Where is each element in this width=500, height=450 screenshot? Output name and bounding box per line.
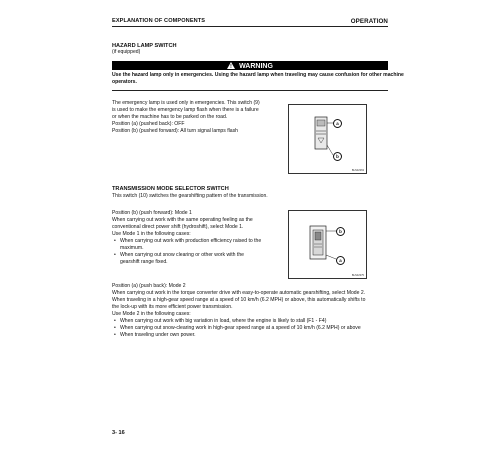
mode2-bullet-2: When carrying out snow-clearing work in high-gear speed range at a speed of 10 km/h (6.2 MPH) or above [120,325,361,331]
warning-label: WARNING [239,63,273,70]
hazard-section-subtitle: (if equipped) [112,49,141,55]
mode1-line-2: When carrying out work with the same operating feeling as the [112,217,253,223]
transmission-figure-code: BLS02375 [351,274,364,277]
mode2-line-2: When carrying out work in the torque converter drive with easy-to-operate automatic gearshifting, select Mode 2. [112,290,366,296]
mode1-bullet-marker-1: • [114,238,116,244]
page-number: 3- 16 [112,430,125,436]
mode1-bullet-2-line-2: gearshift range fixed. [120,259,168,265]
transmission-callout-a: a [336,256,345,265]
transmission-section-title: TRANSMISSION MODE SELECTOR SWITCH [112,186,229,192]
mode2-bullet-marker-1: • [114,318,116,324]
mode2-line-4: the lock-up with its more efficient power transmission. [112,304,233,310]
running-header-chapter: OPERATION [350,18,388,25]
hazard-body-line-1: The emergency lamp is used only in emergencies. This switch (9) [112,100,260,106]
mode2-line-5: Use Mode 2 in the following cases: [112,311,191,317]
mode2-bullet-marker-2: • [114,325,116,331]
warning-banner [112,61,388,70]
transmission-intro: This switch (10) switches the gearshifting pattern of the transmission. [112,193,268,199]
running-header-section: EXPLANATION OF COMPONENTS [112,18,206,24]
mode2-line-3: When traveling in a high-gear speed range at a speed of 10 km/h (6.2 MPH) or above, this automatically shifts to [112,297,366,303]
mode1-bullet-1-line-1: When carrying out work with production efficiency raised to the [120,238,262,244]
mode2-bullet-1: When carrying out work with big variation in load, where the engine is likely to stall (F1 - F4) [120,318,327,324]
transmission-switch-illustration [289,211,366,278]
hazard-figure-code: BLS02363 [351,169,364,172]
mode1-line-3: conventional direct power shift (hydroshift), select Mode 1. [112,224,244,230]
hazard-body-line-2: is used to make the emergency lamp flash when there is a failure [112,107,259,113]
hazard-switch-illustration [289,105,366,173]
warning-text-line-2: operators. [112,79,137,85]
transmission-switch-figure [288,210,367,279]
mode1-bullet-2-line-1: When carrying out snow clearing or other work with the [120,252,245,258]
mode2-bullet-marker-3: • [114,332,116,338]
hazard-body-line-3: or when the machine has to be parked on the road. [112,114,228,120]
header-rule [112,26,388,27]
hazard-switch-figure [288,104,367,174]
warning-text-line-1: Use the hazard lamp only in emergencies. Using the hazard lamp when traveling may cause confusion for other machine [112,72,404,78]
mode1-bullet-1-line-2: maximum. [120,245,144,251]
warning-triangle-icon [227,62,235,69]
hazard-position-a: Position (a) (pushed back): OFF [112,121,185,127]
hazard-callout-b: b [333,152,342,161]
mode1-line-1: Position (b) (push forward): Mode 1 [112,210,192,216]
mode1-bullet-marker-2: • [114,252,116,258]
mode2-line-1: Position (a) (push back): Mode 2 [112,283,186,289]
hazard-section-title: HAZARD LAMP SWITCH [112,43,177,49]
hazard-position-b: Position (b) (pushed forward): All turn signal lamps flash [112,128,238,134]
transmission-callout-b: b [336,227,345,236]
warning-rule [112,90,388,91]
mode1-line-4: Use Mode 1 in the following cases: [112,231,191,237]
mode2-bullet-3: When traveling under own power. [120,332,196,338]
hazard-callout-a: a [333,119,342,128]
